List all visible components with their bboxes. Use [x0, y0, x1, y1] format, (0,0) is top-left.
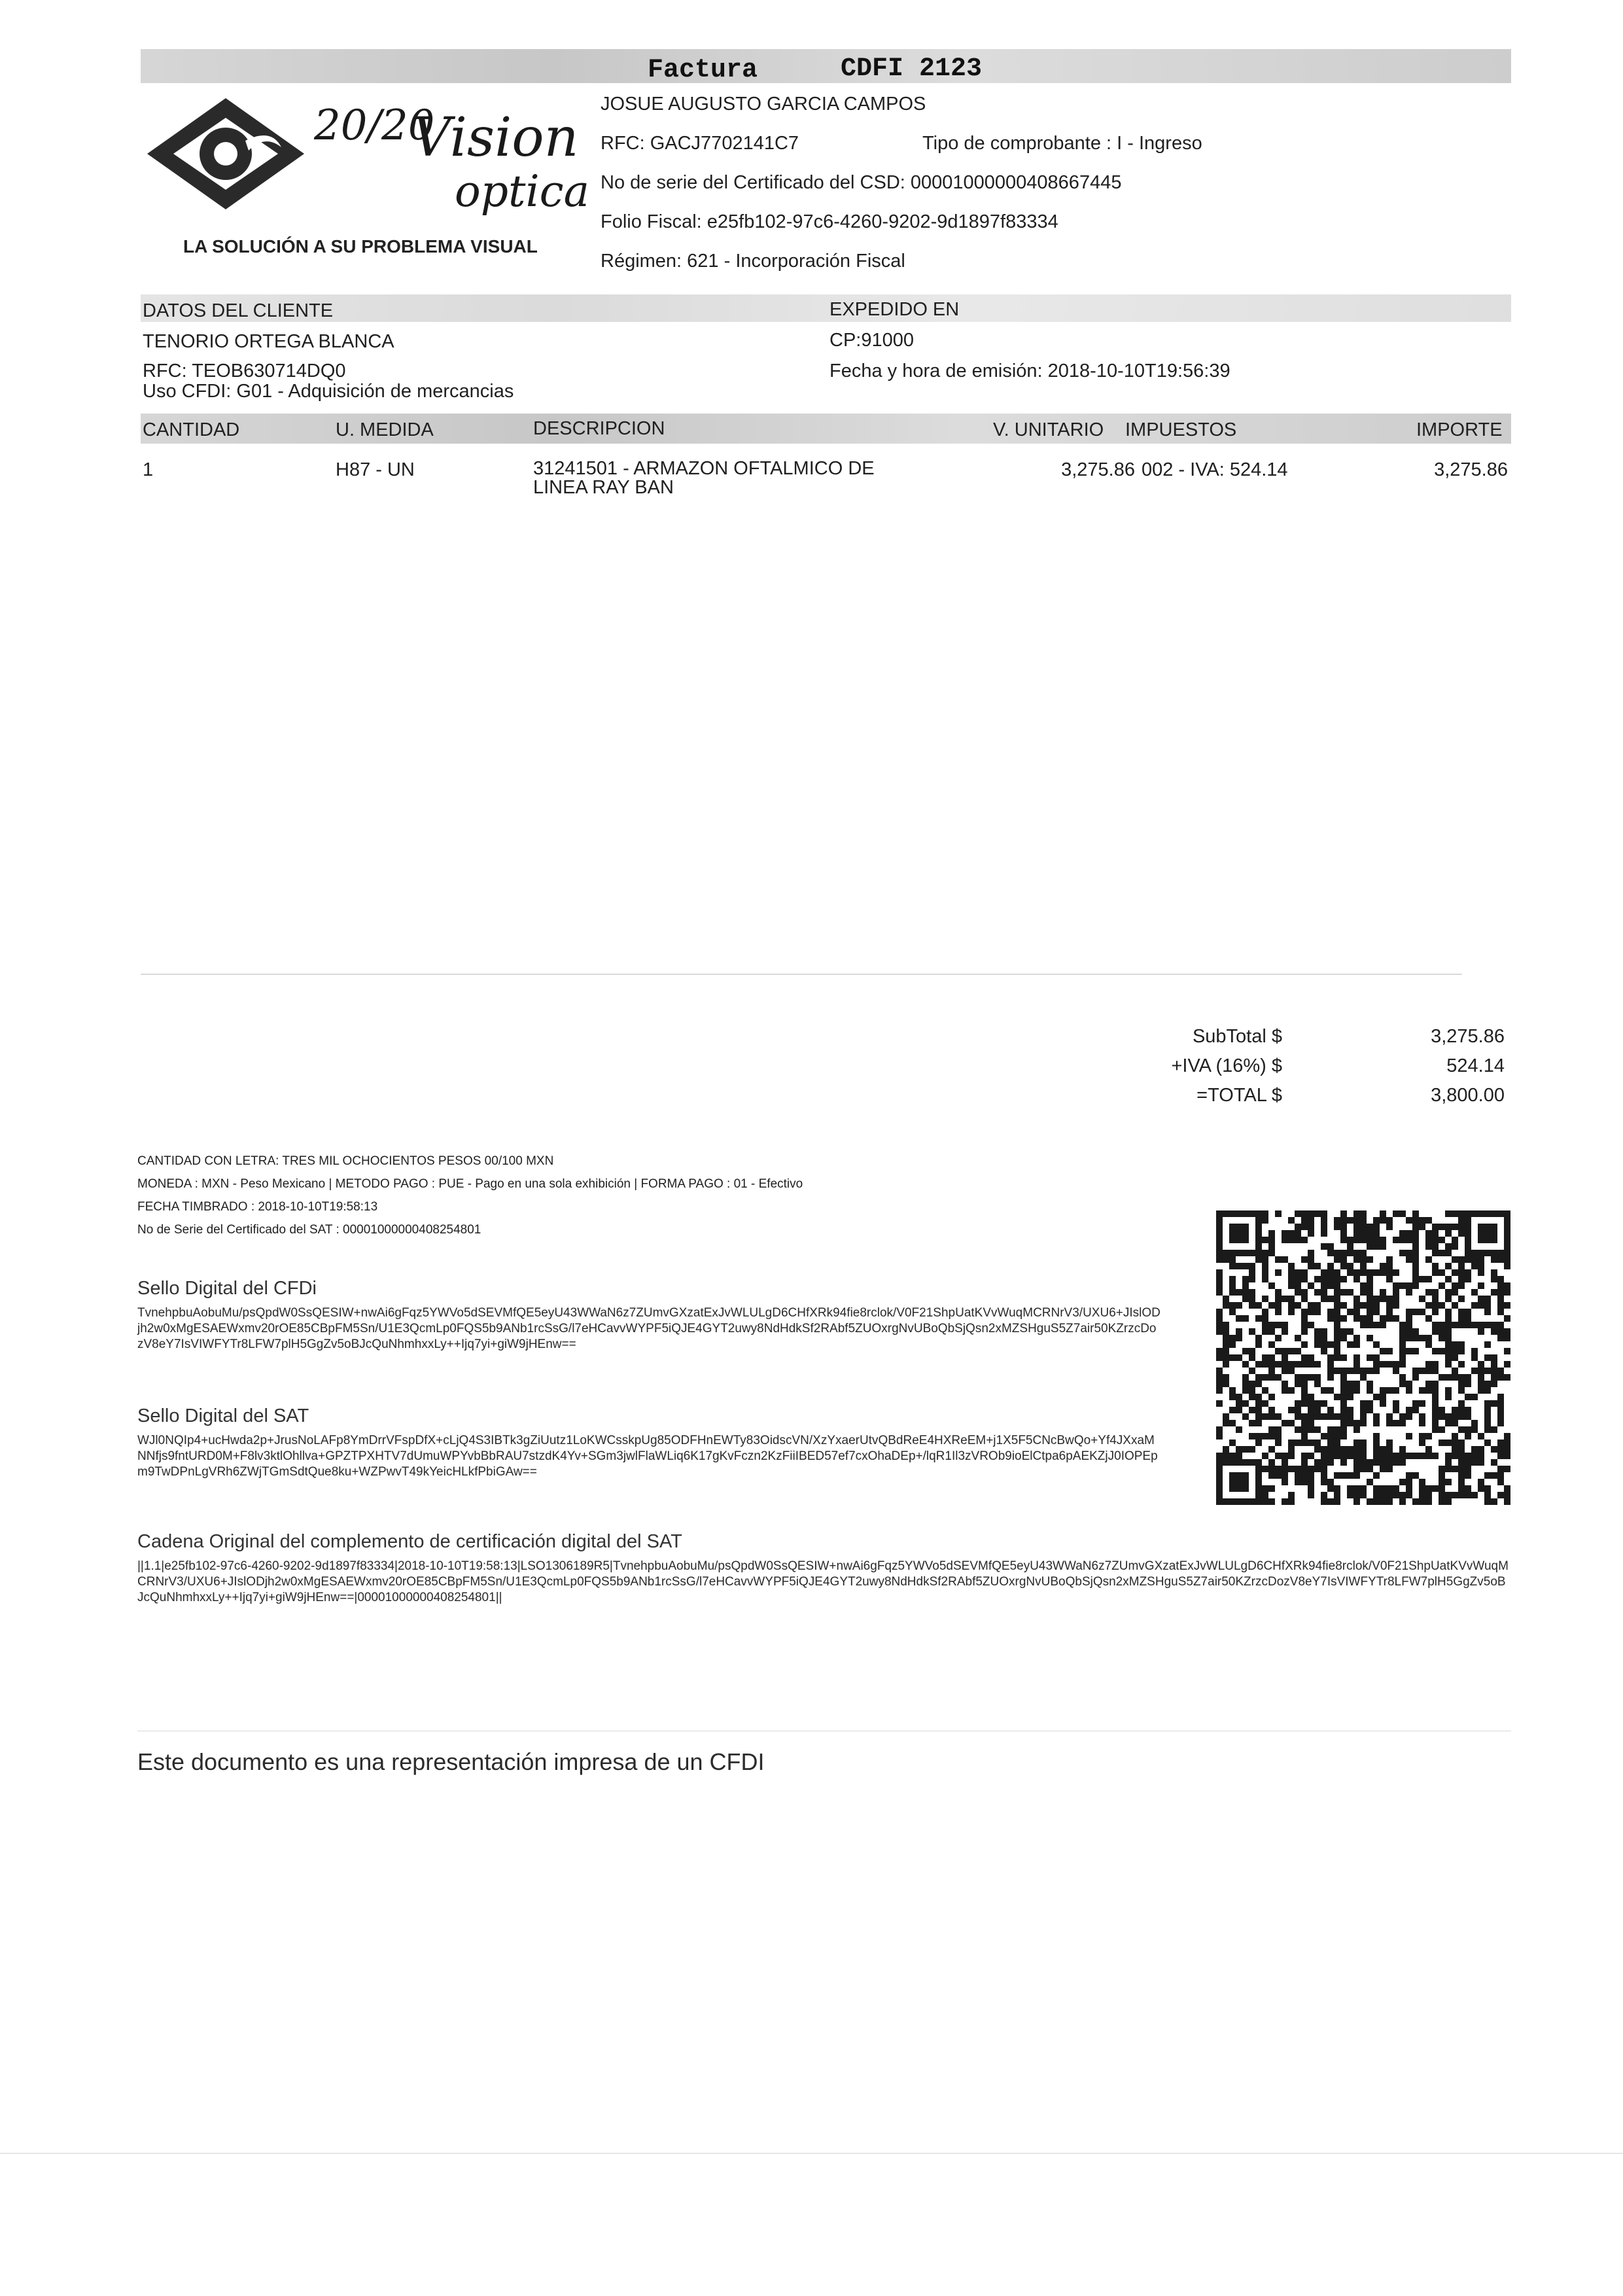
qr-code-icon [1215, 1207, 1512, 1511]
total-value: 3,800.00 [1431, 1085, 1505, 1106]
total-label: =TOTAL $ [1196, 1085, 1282, 1106]
company-logo [141, 88, 599, 265]
brand-word: Vision [412, 107, 579, 169]
sello-sat-title: Sello Digital del SAT [137, 1405, 309, 1426]
iva-value: 524.14 [1446, 1055, 1505, 1076]
expedido-cp: CP:91000 [829, 330, 914, 351]
sello-sat-text: WJl0NQIp4+ucHwda2p+JrusNoLAFp8YmDrrVFspDfX+cLjQ4S3IBTk3gZiUutz1LoKWCsskpUg85ODFHnEWTy83OidscVN/XzYxaerUtvQBdReE4HXReEM+j1X5F5CNcBwQo+Yf4JXxaMNNfjs9fntURD0M+F8lv3ktlOhllva+GPZTPXHTV7dUmuWPYvbBbRAU7stzdK4Yv+SGm3jwlFlaWLiq6K17gKvFczn2KzFiiIBED57ef7cxOhaDEp+/lqR1Il3zVROb9ioElCtpa6pAEKZjJ0IOPEpm9TwDPnLgVRh6ZWjTGmSdtQue8ku+WZPwvT49kYeicHLkfPbiGAw== [137, 1434, 1158, 1479]
title-bar [141, 49, 1511, 83]
row-unitario: 3,275.86 [1061, 459, 1135, 480]
client-uso-cfdi: Uso CFDI: G01 - Adquisición de mercancias [143, 381, 514, 402]
table-bottom-rule [141, 974, 1462, 975]
iva-label: +IVA (16%) $ [1171, 1055, 1282, 1076]
moneda-metodo-forma: MONEDA : MXN - Peso Mexicano | METODO PAGO : PUE - Pago en una sola exhibición | FORMA PAGO : 01 - Efectivo [137, 1177, 803, 1191]
sello-cfdi-text: TvnehpbuAobuMu/psQpdW0SsQESIW+nwAi6gFqz5YWVo5dSEVMfQE5eyU43WWaN6z7ZUmvGXzatExJvWLULgD6CHfXRk94fie8rclok/V0F21ShpUatKVvWuqMCRNrV3/UXU6+JIslODjh2w0xMgESAEWxmv20rOE85CBpFM5Sn/U1E3QcmLp0FQS5b9ANb1rcSsG/l7eHCavvWYPF5iQJE4GYT2uwy8NdHdkSf2RAbf5ZUOxrgNvUBoQbSjQsn2xMZSHguS5Z7air50KZrzcDozV8eY7IsVIWFYTr8LFW7plH5GgZv5oBJcQuNhmhxxLy++Ijq7yi+giW9jHEnw== [137, 1306, 1161, 1351]
scan-edge [0, 2153, 1623, 2154]
col-importe: IMPORTE [1416, 419, 1503, 440]
issuer-name: JOSUE AUGUSTO GARCIA CAMPOS [601, 94, 926, 115]
client-header-bar [141, 294, 1511, 322]
row-cantidad: 1 [143, 459, 154, 480]
row-unidad: H87 - UN [336, 459, 415, 480]
cantidad-letra: CANTIDAD CON LETRA: TRES MIL OCHOCIENTOS PESOS 00/100 MXN [137, 1154, 554, 1168]
brand-sub: optica [455, 166, 589, 217]
folio-fiscal: Folio Fiscal: e25fb102-97c6-4260-9202-9d1897f83334 [601, 211, 1058, 232]
cadena-title: Cadena Original del complemento de certificación digital del SAT [137, 1531, 682, 1552]
table-row [141, 458, 1511, 504]
issuer-rfc: RFC: GACJ7702141C7 [601, 133, 799, 154]
col-cantidad: CANTIDAD [143, 419, 240, 440]
sello-cfdi-title: Sello Digital del CFDi [137, 1278, 317, 1299]
row-impuestos: 002 - IVA: 524.14 [1142, 459, 1288, 480]
subtotal-label: SubTotal $ [1192, 1026, 1282, 1047]
col-unidad: U. MEDIDA [336, 419, 434, 440]
serie-csd: No de serie del Certificado del CSD: 00001000000408667445 [601, 172, 1122, 193]
totals-block [1112, 1021, 1511, 1112]
serie-sat: No de Serie del Certificado del SAT : 00001000000408254801 [137, 1223, 481, 1237]
cadena-text: ||1.1|e25fb102-97c6-4260-9202-9d1897f83334|2018-10-10T19:58:13|LSO1306189R5|TvnehpbuAobuMu/psQpdW0SsQESIW+nwAi6gFqz5YWVo5dSEVMfQE5eyU43WWaN6z7ZUmvGXzatExJvWLULgD6CHfXRk94fie8rclok/V0F21ShpUatKVvWuqMCRNrV3/UXU6+JIslODjh2w0xMgESAEWxmv20rOE85CBpFM5Sn/U1E3QcmLp0FQS5b9ANb1rcSsG/l7eHCavvWYPF5iQJE4GYT2uwy8NdHdkSf2RAbf5ZUOxrgNvUBoQbSjQsn2xMZSHguS5Z7air50KZrzcDozV8eY7IsVIWFYTr8LFW7plH5GgZv5oBJcQuNhmhxxLy++Ijq7yi+giW9jHEnw==|00001000000408254801|| [137, 1559, 1509, 1604]
client-rfc: RFC: TEOB630714DQ0 [143, 361, 346, 381]
regimen-fiscal: Régimen: 621 - Incorporación Fiscal [601, 251, 905, 272]
footer-note: Este documento es una representación impresa de un CFDI [137, 1748, 765, 1775]
cfdi-label: CDFI 2123 [841, 54, 983, 84]
brand-number: 20/20 [314, 101, 435, 150]
expedido-header: EXPEDIDO EN [829, 299, 960, 320]
row-descripcion: 31241501 - ARMAZON OFTALMICO DE LINEA RAY BAN [533, 458, 875, 498]
fecha-timbrado: FECHA TIMBRADO : 2018-10-10T19:58:13 [137, 1200, 378, 1214]
document-title: Factura [648, 56, 758, 85]
subtotal-value: 3,275.86 [1431, 1026, 1505, 1047]
row-importe: 3,275.86 [1434, 459, 1508, 480]
col-unitario: V. UNITARIO [993, 419, 1104, 440]
fecha-emision: Fecha y hora de emisión: 2018-10-10T19:56:39 [829, 361, 1230, 381]
eye-logo-icon [141, 88, 311, 219]
brand-tagline: LA SOLUCIÓN A SU PROBLEMA VISUAL [183, 236, 538, 256]
col-impuestos: IMPUESTOS [1125, 419, 1237, 440]
client-header: DATOS DEL CLIENTE [143, 300, 334, 321]
col-descripcion: DESCRIPCION [533, 418, 665, 439]
client-name: TENORIO ORTEGA BLANCA [143, 331, 394, 352]
tipo-comprobante: Tipo de comprobante : I - Ingreso [922, 133, 1202, 154]
